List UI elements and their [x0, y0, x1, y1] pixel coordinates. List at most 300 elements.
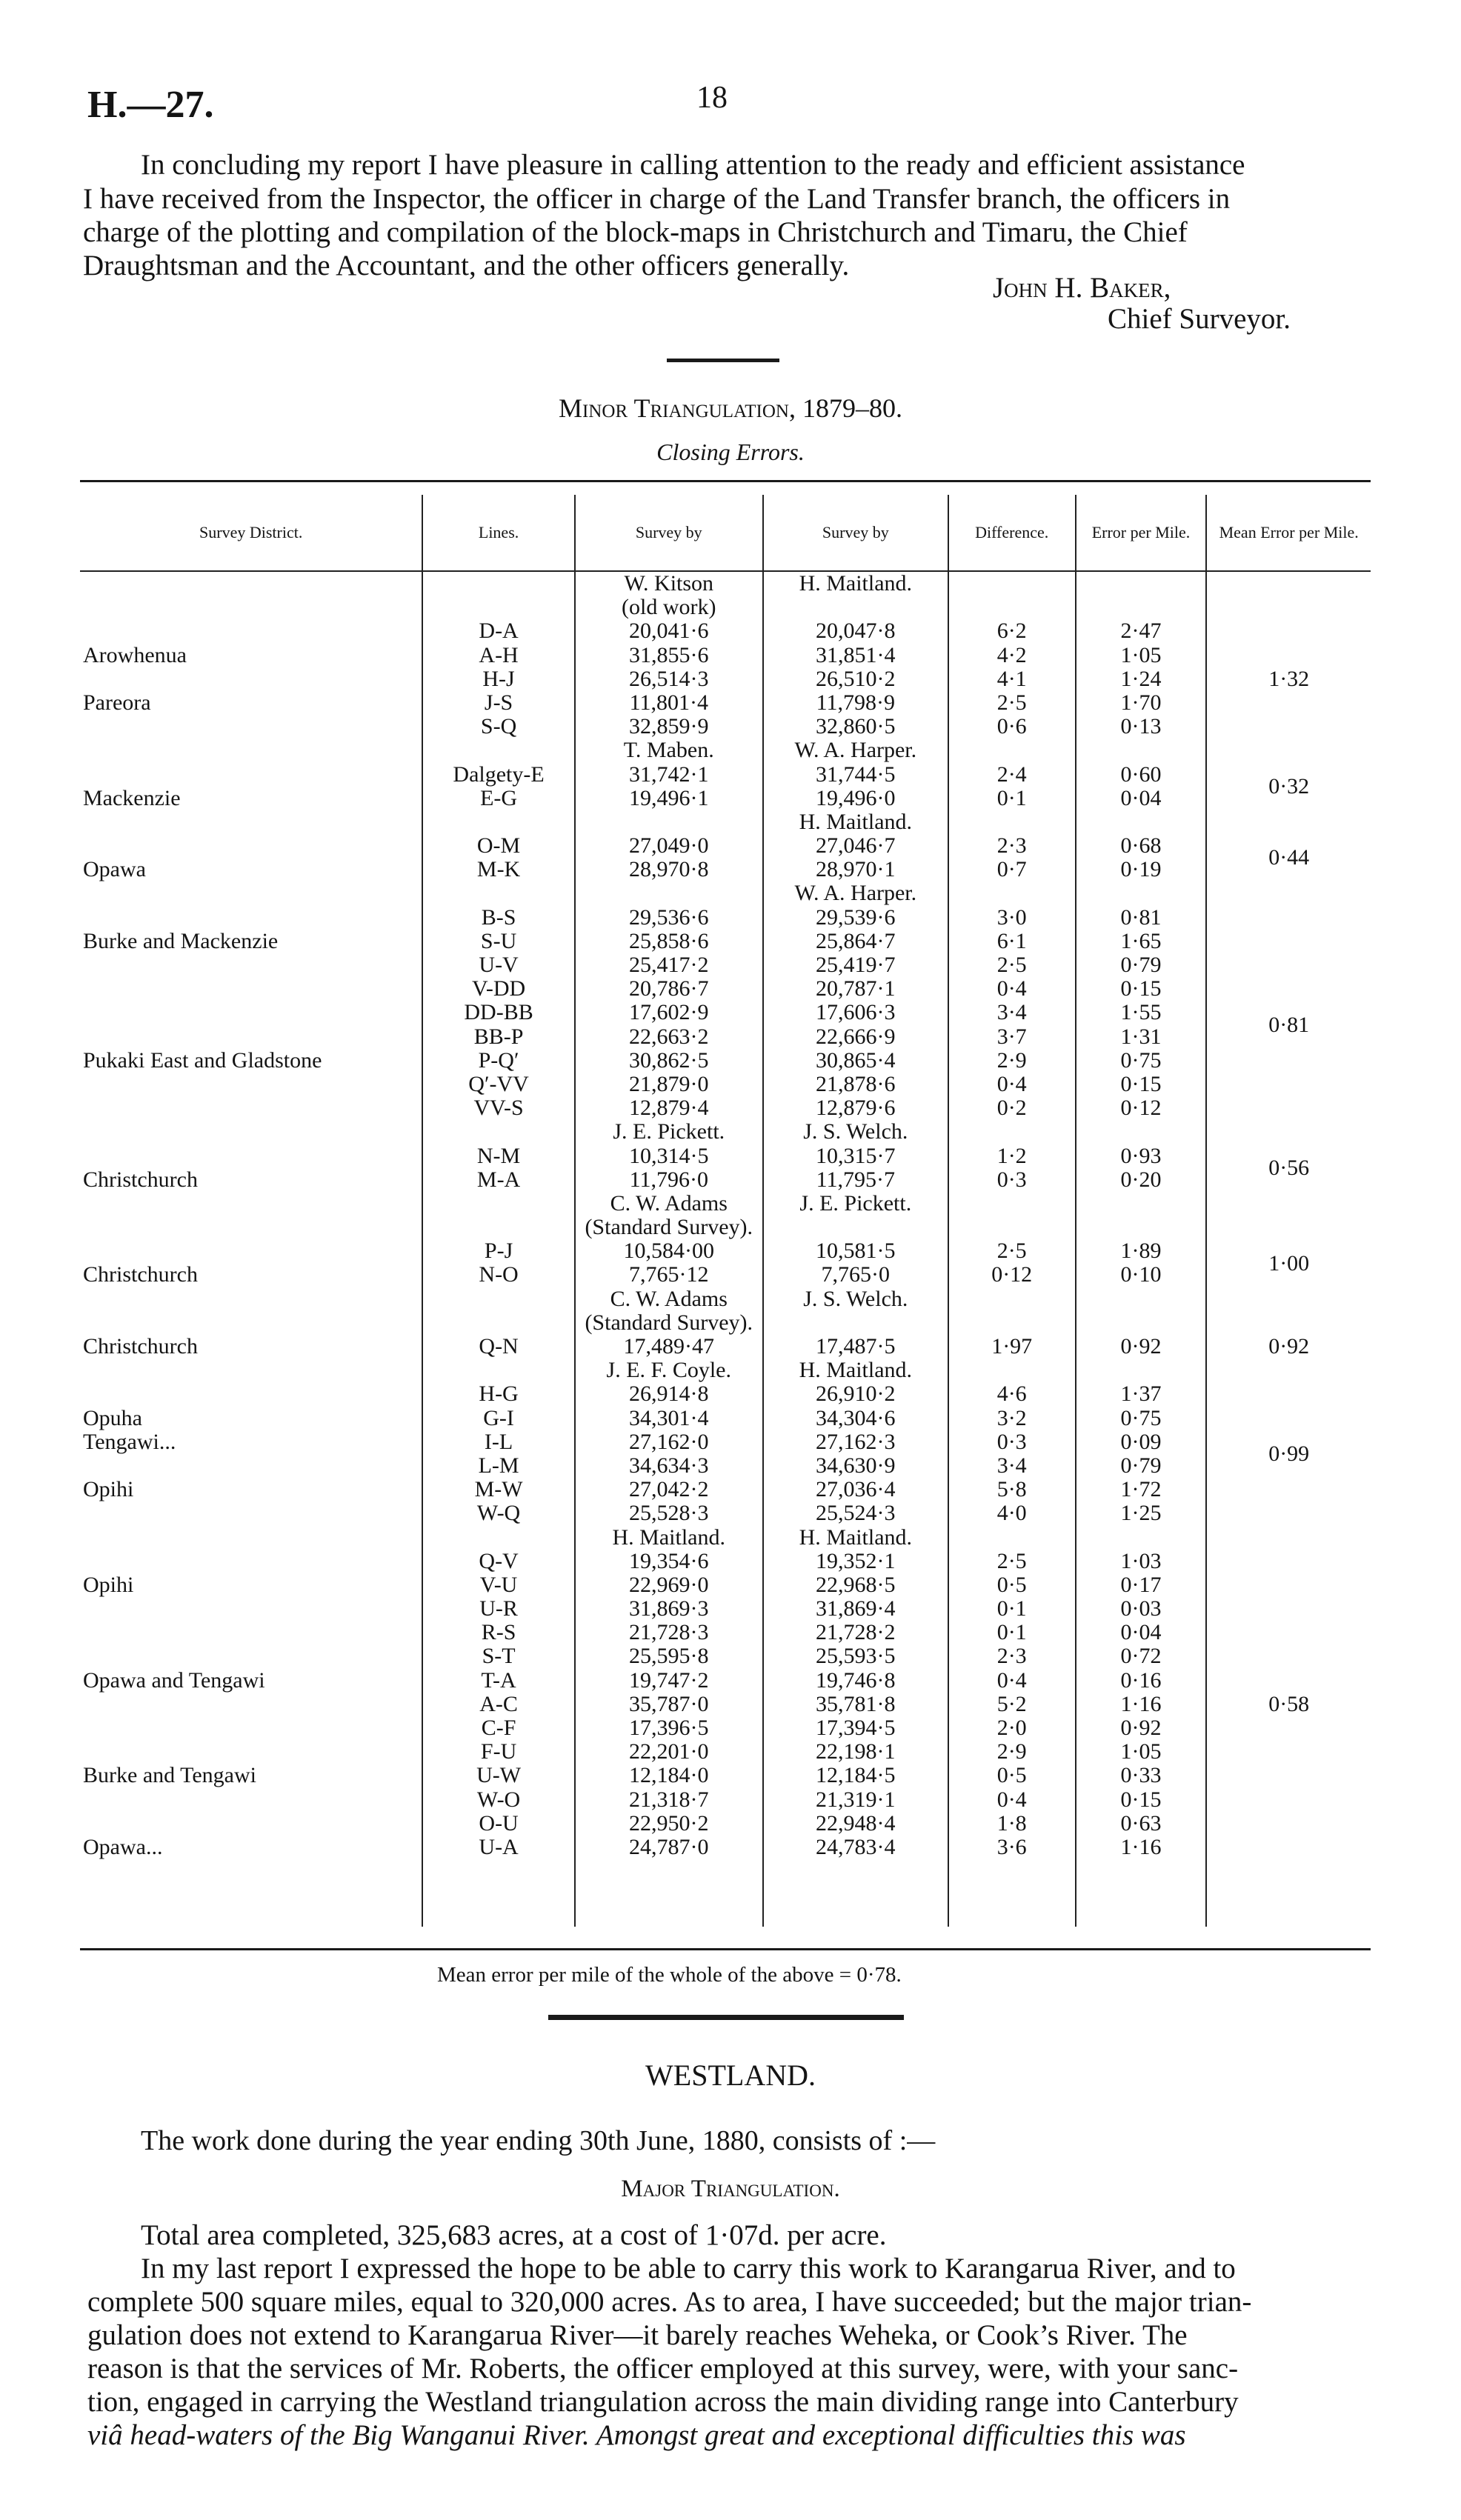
- survey-by-2-cell: 22,968·5: [816, 1572, 896, 1597]
- survey-by-1-cell: 11,801·4: [629, 690, 708, 715]
- survey-by-2-cell: 11,795·7: [816, 1167, 895, 1192]
- westland-intro: The work done during the year ending 30th June, 1880, consists of :—: [141, 2125, 936, 2156]
- header-survey-by-1: Survey by: [575, 495, 763, 571]
- district-cell: [80, 1096, 422, 1120]
- survey-by-2-cell: 30,865·4: [816, 1047, 896, 1073]
- error-cell: [1076, 881, 1206, 905]
- district-cell: [80, 715, 422, 739]
- difference-cell: 2·5: [996, 1548, 1027, 1573]
- error-cell: 0·09: [1120, 1429, 1162, 1454]
- error-cell: 0·10: [1120, 1262, 1162, 1287]
- survey-by-2-cell: 21,319·1: [816, 1787, 896, 1812]
- district-name: Pareora: [83, 690, 151, 715]
- error-cell: [1076, 572, 1206, 596]
- line-cell: [423, 1526, 573, 1550]
- line-cell: M-A: [476, 1167, 521, 1192]
- district-name: Christchurch: [83, 1167, 198, 1192]
- district-cell: [80, 930, 422, 953]
- district-cell: [80, 644, 422, 667]
- survey-by-1-cell: 22,663·2: [629, 1024, 709, 1049]
- error-cell: 0·15: [1120, 1071, 1162, 1096]
- survey-by-1-cell: 20,041·6: [629, 619, 709, 644]
- difference-cell: 4·6: [996, 1381, 1027, 1407]
- district-cell: [80, 619, 422, 643]
- survey-by-1-cell: 11,796·0: [629, 1167, 708, 1192]
- survey-by-2-cell: 22,666·9: [816, 1024, 896, 1049]
- survey-by-1-cell: 21,879·0: [629, 1071, 709, 1096]
- district-name: Opawa and Tengawi: [83, 1667, 265, 1693]
- difference-cell: [949, 1359, 1075, 1382]
- district-name: Opawa: [83, 857, 146, 882]
- district-name: Opuha: [83, 1405, 142, 1430]
- line-cell: W-O: [476, 1787, 521, 1812]
- line-cell: [423, 1287, 573, 1311]
- lines-column: [422, 571, 574, 1927]
- survey-by-1-cell: 12,184·0: [629, 1763, 709, 1788]
- survey-by-2-cell: 24,783·4: [816, 1834, 896, 1859]
- line-cell: [423, 1311, 573, 1335]
- survey-by-2-cell: [764, 596, 948, 619]
- district-cell: [80, 1263, 422, 1287]
- signature-title: Chief Surveyor.: [1108, 303, 1291, 335]
- header-mean-error: Mean Error per Mile.: [1206, 495, 1371, 571]
- survey-by-2-cell: 25,419·7: [816, 953, 896, 977]
- district-name: Burke and Mackenzie: [83, 928, 279, 953]
- error-cell: 0·20: [1120, 1167, 1162, 1192]
- survey-by-1-cell: 17,396·5: [629, 1716, 709, 1740]
- district-name: Opihi: [83, 1572, 134, 1597]
- survey-by-2-cell: 29,539·6: [816, 904, 896, 930]
- survey-by-2-cell: 22,198·1: [816, 1739, 896, 1764]
- error-cell: [1076, 1120, 1206, 1144]
- error-cell: 1·24: [1120, 666, 1162, 691]
- survey-by-1-cell: 10,584·00: [623, 1239, 714, 1264]
- difference-cell: [949, 1311, 1075, 1335]
- survey-by-2-cell: 34,304·6: [816, 1405, 896, 1430]
- survey-by-2-cell: [764, 1311, 948, 1335]
- difference-cell: 2·9: [996, 1739, 1027, 1764]
- westland-line-3: complete 500 square miles, equal to 320,000 acres. As to area, I have succeeded; but the major trian-: [87, 2286, 1252, 2318]
- district-cell: [80, 977, 422, 1001]
- survey-by-1-cell: 34,301·4: [629, 1405, 709, 1430]
- difference-cell: 0·1: [996, 1620, 1027, 1645]
- mean-error-value: 1·32: [1268, 666, 1310, 691]
- difference-cell: 2·4: [996, 761, 1027, 787]
- district-name: Christchurch: [83, 1262, 198, 1287]
- difference-cell: 0·4: [996, 1071, 1027, 1096]
- district-name: Mackenzie: [83, 785, 181, 810]
- line-cell: G-I: [483, 1405, 514, 1430]
- line-cell: N-M: [476, 1143, 521, 1168]
- survey-by-2-cell: 21,878·6: [816, 1071, 896, 1096]
- survey-by-1-cell: 25,417·2: [629, 953, 709, 977]
- error-cell: 0·15: [1120, 1787, 1162, 1812]
- error-cell: [1076, 810, 1206, 834]
- survey-by-1-cell: C. W. Adams: [610, 1286, 728, 1311]
- line-cell: A-C: [479, 1691, 518, 1716]
- district-cell: [80, 1621, 422, 1644]
- line-cell: [423, 1192, 573, 1216]
- survey-by-1-cell: W. Kitson: [624, 571, 714, 596]
- survey-by-2-cell: 27,162·3: [816, 1429, 896, 1454]
- line-cell: Q-V: [479, 1548, 519, 1573]
- survey-by-2-cell: W. A. Harper.: [794, 738, 917, 763]
- error-cell: [1076, 1216, 1206, 1239]
- error-cell: 2·47: [1120, 619, 1162, 644]
- difference-cell: 0·12: [991, 1262, 1033, 1287]
- error-column: [1076, 571, 1207, 1927]
- district-cell: [80, 739, 422, 762]
- district-cell: [80, 1669, 422, 1693]
- survey-by-1-cell: 30,862·5: [629, 1047, 709, 1073]
- survey-by-1-cell: H. Maitland.: [612, 1524, 725, 1550]
- error-cell: 0·72: [1120, 1644, 1162, 1669]
- difference-cell: 5·2: [996, 1691, 1027, 1716]
- survey-by-2-cell: 31,869·4: [816, 1596, 896, 1621]
- survey-by-2-cell: 27,036·4: [816, 1477, 896, 1502]
- survey-by-1-cell: T. Maben.: [623, 738, 714, 763]
- line-cell: P-Q′: [478, 1047, 519, 1073]
- difference-cell: 2·5: [996, 690, 1027, 715]
- district-cell: [80, 1430, 422, 1454]
- survey-by-2-cell: 10,581·5: [816, 1239, 896, 1264]
- survey-by-1-cell: 25,528·3: [629, 1501, 709, 1526]
- survey-by-1-cell: 27,042·2: [629, 1477, 709, 1502]
- error-cell: 0·19: [1120, 857, 1162, 882]
- line-cell: H-G: [479, 1381, 519, 1407]
- survey-by-2-cell: 10,315·7: [816, 1143, 896, 1168]
- difference-cell: 3·6: [996, 1834, 1027, 1859]
- difference-cell: [949, 1216, 1075, 1239]
- survey-by-1-cell: 25,595·8: [629, 1644, 709, 1669]
- district-cell: [80, 810, 422, 834]
- line-cell: [423, 739, 573, 762]
- line-cell: V-U: [479, 1572, 518, 1597]
- survey-by-1-cell: J. E. Pickett.: [613, 1119, 725, 1144]
- survey-by-2-cell: [764, 1216, 948, 1239]
- error-cell: [1076, 1526, 1206, 1550]
- westland-line-4: gulation does not extend to Karangarua River—it barely reaches Weheka, or Cook’s River. The: [87, 2319, 1188, 2351]
- difference-cell: 2·5: [996, 953, 1027, 977]
- survey-by-2-cell: W. A. Harper.: [794, 881, 917, 906]
- district-cell: [80, 1812, 422, 1836]
- line-cell: O-U: [479, 1810, 519, 1836]
- survey-by-1-cell: 31,869·3: [629, 1596, 709, 1621]
- survey-by-2-cell: 34,630·9: [816, 1453, 896, 1478]
- difference-cell: [949, 1287, 1075, 1311]
- mean-error-value: 0·92: [1268, 1334, 1310, 1359]
- line-cell: VV-S: [473, 1096, 524, 1121]
- district-cell: [80, 1764, 422, 1787]
- header-lines: Lines.: [422, 495, 574, 571]
- error-cell: 0·13: [1120, 714, 1162, 739]
- survey-by-2-cell: 25,864·7: [816, 928, 896, 953]
- westland-divider: [548, 2015, 904, 2020]
- survey-by-1-cell: [576, 810, 762, 834]
- district-cell: [80, 1478, 422, 1501]
- westland-line-7: [87, 2419, 1186, 2452]
- district-name: Opihi: [83, 1477, 134, 1502]
- line-cell: B-S: [481, 904, 516, 930]
- line-cell: N-O: [479, 1262, 519, 1287]
- header-district: Survey District.: [80, 495, 422, 571]
- district-name: Arowhenua: [83, 642, 187, 667]
- line-cell: S-T: [482, 1644, 516, 1669]
- survey-by-2-cell: 25,524·3: [816, 1501, 896, 1526]
- survey-by-2-cell: 28,970·1: [816, 857, 896, 882]
- intro-line-1: In concluding my report I have pleasure in calling attention to the ready and efficient assistance: [141, 149, 1245, 181]
- survey-by-2-column: [763, 571, 948, 1927]
- survey-by-1-cell: 19,496·1: [629, 785, 709, 810]
- difference-cell: 3·4: [996, 1453, 1027, 1478]
- page-number: 18: [696, 81, 728, 115]
- line-cell: [423, 572, 573, 596]
- line-cell: I-L: [484, 1429, 513, 1454]
- difference-cell: 0·5: [996, 1572, 1027, 1597]
- error-cell: [1076, 1311, 1206, 1335]
- line-cell: H-J: [482, 666, 515, 691]
- survey-by-2-cell: 11,798·9: [816, 690, 895, 715]
- survey-by-2-cell: 32,860·5: [816, 714, 896, 739]
- district-cell: [80, 1120, 422, 1144]
- district-cell: [80, 1788, 422, 1812]
- district-cell: [80, 1573, 422, 1597]
- difference-cell: 0·4: [996, 976, 1027, 1001]
- error-cell: 0·04: [1120, 785, 1162, 810]
- error-cell: 0·75: [1120, 1405, 1162, 1430]
- error-cell: 0·33: [1120, 1763, 1162, 1788]
- table-top-rule: [80, 480, 1371, 482]
- signature-name: John H. Baker,: [993, 272, 1171, 304]
- district-cell: [80, 1025, 422, 1049]
- error-cell: 0·75: [1120, 1047, 1162, 1073]
- document-code: H.—27.: [87, 84, 214, 126]
- error-cell: 0·16: [1120, 1667, 1162, 1693]
- closing-errors-table: [80, 495, 1371, 1927]
- table-footer: Mean error per mile of the whole of the above = 0·78.: [437, 1963, 902, 1987]
- difference-cell: [949, 572, 1075, 596]
- survey-by-1-cell: 26,514·3: [629, 666, 709, 691]
- error-cell: 1·05: [1120, 642, 1162, 667]
- difference-cell: 0·1: [996, 1596, 1027, 1621]
- westland-line-7-text: viâ head-waters of the Big Wanganui River. Amongst great and exceptional difficulties this was: [87, 2419, 1186, 2451]
- survey-by-1-cell: 25,858·6: [629, 928, 709, 953]
- difference-cell: 2·3: [996, 1644, 1027, 1669]
- survey-by-1-cell: 27,049·0: [629, 833, 709, 859]
- district-cell: [80, 572, 422, 596]
- district-cell: [80, 1597, 422, 1621]
- intro-line-4: Draughtsman and the Accountant, and the other officers generally.: [83, 250, 850, 281]
- district-cell: [80, 1049, 422, 1073]
- error-cell: 1·31: [1120, 1024, 1162, 1049]
- error-cell: 0·93: [1120, 1143, 1162, 1168]
- survey-by-1-cell: 19,747·2: [629, 1667, 709, 1693]
- error-cell: 0·92: [1120, 1716, 1162, 1740]
- westland-line-5: reason is that the services of Mr. Roberts, the officer employed at this survey, were, with your sanc-: [87, 2353, 1239, 2384]
- line-cell: [423, 1359, 573, 1382]
- table-subtitle: Closing Errors.: [656, 439, 805, 465]
- district-cell: [80, 1359, 422, 1382]
- survey-by-1-cell: 31,742·1: [629, 761, 709, 787]
- district-cell: [80, 1168, 422, 1192]
- line-cell: BB-P: [473, 1024, 524, 1049]
- survey-by-2-cell: H. Maitland.: [799, 1524, 913, 1550]
- line-cell: Q′-VV: [468, 1071, 529, 1096]
- survey-by-2-cell: 31,851·4: [816, 642, 896, 667]
- mean-error-value: 0·99: [1268, 1441, 1310, 1467]
- difference-cell: 3·2: [996, 1405, 1027, 1430]
- survey-by-1-cell: 22,201·0: [629, 1739, 709, 1764]
- line-cell: W-Q: [476, 1501, 521, 1526]
- survey-by-1-cell: 10,314·5: [629, 1143, 709, 1168]
- error-cell: [1076, 596, 1206, 619]
- header-difference: Difference.: [948, 495, 1076, 571]
- district-cell: [80, 1740, 422, 1764]
- district-cell: [80, 1836, 422, 1859]
- error-cell: 0·17: [1120, 1572, 1162, 1597]
- district-cell: [80, 1001, 422, 1024]
- line-cell: A-H: [479, 642, 519, 667]
- district-cell: [80, 1644, 422, 1668]
- westland-heading: WESTLAND.: [645, 2059, 816, 2092]
- line-cell: J-S: [484, 690, 513, 715]
- difference-cell: 0·2: [996, 1096, 1027, 1121]
- difference-cell: 3·7: [996, 1024, 1027, 1049]
- westland-subheading: Major Triangulation.: [621, 2176, 840, 2202]
- line-cell: S-Q: [480, 714, 517, 739]
- survey-by-1-cell: 21,728·3: [629, 1620, 709, 1645]
- error-cell: 1·70: [1120, 690, 1162, 715]
- difference-cell: 0·3: [996, 1167, 1027, 1192]
- line-cell: [423, 810, 573, 834]
- error-cell: 0·79: [1120, 1453, 1162, 1478]
- error-cell: 0·60: [1120, 761, 1162, 787]
- header-survey-by-2: Survey by: [763, 495, 948, 571]
- difference-cell: [949, 1192, 1075, 1216]
- survey-by-1-cell: C. W. Adams: [610, 1190, 728, 1216]
- difference-cell: 6·2: [996, 619, 1027, 644]
- district-cell: [80, 596, 422, 619]
- survey-by-2-cell: 31,744·5: [816, 761, 896, 787]
- difference-cell: 3·0: [996, 904, 1027, 930]
- district-cell: [80, 953, 422, 977]
- survey-by-1-cell: 22,950·2: [629, 1810, 709, 1836]
- intro-line-2: I have received from the Inspector, the officer in charge of the Land Transfer branch, the officers in: [83, 183, 1231, 215]
- line-cell: E-G: [480, 785, 518, 810]
- line-cell: F-U: [480, 1739, 517, 1764]
- survey-by-2-cell: J. E. Pickett.: [799, 1190, 912, 1216]
- line-cell: M-K: [476, 857, 521, 882]
- district-cell: [80, 1192, 422, 1216]
- survey-by-2-cell: H. Maitland.: [799, 571, 913, 596]
- mean-error-value: 0·32: [1268, 773, 1310, 799]
- error-cell: [1076, 739, 1206, 762]
- error-cell: 1·03: [1120, 1548, 1162, 1573]
- line-cell: Dalgety-E: [453, 761, 545, 787]
- line-cell: S-U: [480, 928, 517, 953]
- westland-line-1: Total area completed, 325,683 acres, at a cost of 1·07d. per acre.: [141, 2219, 887, 2251]
- district-cell: [80, 1550, 422, 1573]
- error-cell: [1076, 1192, 1206, 1216]
- district-cell: [80, 858, 422, 881]
- line-cell: O-M: [476, 833, 521, 859]
- survey-by-2-cell: 35,781·8: [816, 1691, 896, 1716]
- district-name: Burke and Tengawi: [83, 1763, 256, 1788]
- error-cell: 1·89: [1120, 1239, 1162, 1264]
- header-error-per-mile: Error per Mile.: [1076, 495, 1207, 571]
- survey-by-2-cell: 12,184·5: [816, 1763, 896, 1788]
- survey-by-2-cell: 20,787·1: [816, 976, 896, 1001]
- difference-column: [948, 571, 1076, 1927]
- district-column: [80, 571, 422, 1927]
- difference-cell: 2·5: [996, 1239, 1027, 1264]
- district-name: Pukaki East and Gladstone: [83, 1047, 322, 1073]
- line-cell: Q-N: [479, 1334, 519, 1359]
- district-cell: [80, 763, 422, 787]
- error-cell: 1·72: [1120, 1477, 1162, 1502]
- error-cell: 0·63: [1120, 1810, 1162, 1836]
- line-cell: P-J: [484, 1239, 513, 1264]
- survey-by-2-cell: 19,352·1: [816, 1548, 896, 1573]
- error-cell: 1·16: [1120, 1691, 1162, 1716]
- error-cell: 0·04: [1120, 1620, 1162, 1645]
- survey-by-1-cell: 29,536·6: [629, 904, 709, 930]
- line-cell: C-F: [481, 1716, 516, 1740]
- error-cell: 1·37: [1120, 1381, 1162, 1407]
- difference-cell: 3·4: [996, 1000, 1027, 1025]
- survey-by-1-cell: 26,914·8: [629, 1381, 709, 1407]
- difference-cell: 1·8: [996, 1810, 1027, 1836]
- error-cell: 1·65: [1120, 928, 1162, 953]
- line-cell: [423, 596, 573, 619]
- mean-error-value: 0·44: [1268, 845, 1310, 870]
- difference-cell: 0·3: [996, 1429, 1027, 1454]
- survey-by-1-cell: 24,787·0: [629, 1834, 709, 1859]
- district-cell: [80, 906, 422, 930]
- district-cell: [80, 1311, 422, 1335]
- survey-by-2-cell: 27,046·7: [816, 833, 896, 859]
- difference-cell: [949, 739, 1075, 762]
- survey-by-1-cell: 17,602·9: [629, 1000, 709, 1025]
- survey-by-2-cell: 12,879·6: [816, 1096, 896, 1121]
- difference-cell: 2·3: [996, 833, 1027, 859]
- difference-cell: 4·1: [996, 666, 1027, 691]
- district-cell: [80, 834, 422, 858]
- line-cell: R-S: [481, 1620, 516, 1645]
- westland-line-2: In my last report I expressed the hope to be able to carry this work to Karangarua River, and to: [141, 2253, 1236, 2284]
- district-cell: [80, 1454, 422, 1478]
- survey-by-2-cell: 7,765·0: [821, 1262, 891, 1287]
- district-cell: [80, 691, 422, 715]
- difference-cell: [949, 596, 1075, 619]
- survey-by-1-cell: 27,162·0: [629, 1429, 709, 1454]
- district-cell: [80, 667, 422, 691]
- difference-cell: 1·2: [996, 1143, 1027, 1168]
- table-title: Minor Triangulation, 1879–80.: [559, 393, 902, 423]
- line-cell: [423, 1120, 573, 1144]
- line-cell: U-W: [476, 1763, 522, 1788]
- survey-by-2-cell: 25,593·5: [816, 1644, 896, 1669]
- survey-by-1-cell: 28,970·8: [629, 857, 709, 882]
- line-cell: U-V: [479, 953, 519, 977]
- line-cell: DD-BB: [464, 1000, 533, 1025]
- mean-error-value: 0·58: [1268, 1692, 1310, 1717]
- difference-cell: 1·97: [991, 1334, 1033, 1359]
- survey-by-1-cell: 35,787·0: [629, 1691, 709, 1716]
- survey-by-1-cell: (Standard Survey).: [585, 1310, 753, 1335]
- error-cell: 1·16: [1120, 1834, 1162, 1859]
- district-cell: [80, 1407, 422, 1430]
